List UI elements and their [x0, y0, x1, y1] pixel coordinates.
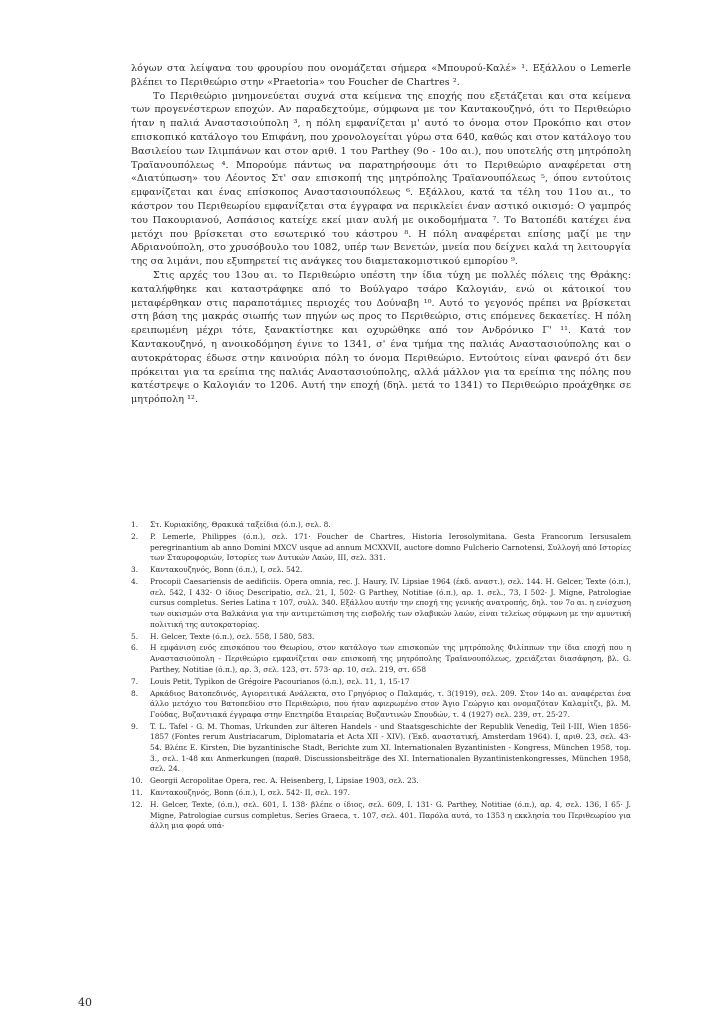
- footnote: [131, 577, 631, 630]
- footnote-number: 2.: [131, 531, 139, 541]
- paragraph-13th-century: Στις αρχές του 13ου αι. το Περιθεώριο υπέστη την ίδια τύχη με πολλές πόλεις της Θράκης: καταλήφθηκε και καταστράφηκε από το Βούλγαρο τσάρο Καλογιάν, ενώ οι κάτοικοί του μεταφέρθηκαν στις παραποτάμιες περιοχές του Δούναβη ¹⁰. Αυτό το γεγονός πρέπει να βρίσκεται στη βάση της μακράς σιωπής των πηγών ως προς το Περιθεώριο, στις επόμενες δεκαετίες. Η πόλη ερειπωμένη μέχρι τότε, ξανακτίστηκε και οχυρώθηκε από τον Ανδρόνικο Γ' ¹¹. Κατά τον Καντακουζηνό, η ανοικοδόμηση έγινε το 1341, σ' ένα τμήμα της παλιάς Αναστασιούπολης και ο αυτοκράτορας έδωσε στην καινούρια πόλη το όνομα Περιθεώριο. Εντούτοις είναι φανερό ότι δεν πρόκειται για τα ερείπια της παλιάς Αναστασιούπολης, αλλά μάλλον για τα ερείπια της πόλης που κατέστρεψε ο Καλογιάν το 1206. Αυτή την εποχή (δηλ. μετά το 1341) το Περιθεώριο προάχθηκε σε μητρόπολη ¹².: [131, 269, 631, 406]
- footnote-number: 7.: [131, 676, 139, 686]
- footnote: [131, 788, 631, 799]
- footnote: [131, 520, 631, 531]
- footnote-number: 10.: [131, 776, 143, 786]
- footnote: [131, 677, 631, 688]
- footnote-text: H. Gelcer, Texte (ό.π.), σελ. 558, Ι 580, 583.: [150, 631, 315, 641]
- page-number: 40: [78, 996, 92, 1009]
- footnote: [131, 776, 631, 787]
- footnote-number: 9.: [131, 721, 139, 731]
- paragraph-perithorio-mentions: Το Περιθεώριο μνημονεύεται συχνά στα κείμενα της εποχής που εξετάζεται και στα κείμενα των προγενέστερων εποχών. Αν παραδεχτούμε, σύμφωνα με τον Καντακουζηνό, ότι το Περιθεώριο ήταν η παλιά Αναστασιούπολη ³, η πόλη εμφανίζεται μ' αυτό το όνομα στον Προκόπιο και στον επισκοπικό κατάλογο του Επιφάνη, που χρονολογείται γύρω στα 640, καθώς και στον κατάλογο του Βασιλείου των Ιλιμπάνων και στον αριθ. 1 του Parthey (9ο - 10ο αι.), που υποτελής στη μητρόπολη Τραϊανουπόλεως ⁴. Μπορούμε πάντως να παρατηρήσουμε ότι το Περιθεώριο αναφέρεται στη «Διατύπωση» του Λέοντος Στ' σαν επισκοπή της μητρόπολης Τραϊανουπόλεως ⁵, όπου εντούτοις εμφανίζεται και ένας επίσκοπος Αναστασιουπόλεως ⁶. Εξάλλου, κατά τα τέλη του 11ου αι., το κάστρον του Περιθεωρίου εμφανίζεται στα έγγραφα να περικλείει έναν αστικό οικισμό: Ο γαμπρός του Πακουριανού, Ασπάσιος κατείχε εκεί μιαν αυλή με οικοδομήματα ⁷. Το Βατοπέδι κατέχει ένα μετόχι που βρίσκεται στο εσωτερικό του κάστρου ⁸. Η πόλη αναφέρεται επίσης μαζί με την Αδριανούπολη, στο χρυσόβουλο του 1082, υπέρ των Βενετών, μνεία που δείχνει καλά τη λειτουργία της σα λιμάνι, που εξυπηρετεί τις ανάγκες του διαμετακομιστικού εμπορίου ⁹.: [131, 90, 631, 268]
- footnote: [131, 532, 631, 564]
- footnote-text: Καντακουζηνός, Bonn (ό.π.), I, σελ. 542· II, σελ. 197.: [150, 788, 351, 798]
- footnote-text: Στ. Κυριακίδης, Θρακικά ταξείδια (ό.π.), σελ. 8.: [150, 520, 331, 529]
- footnote-number: 11.: [131, 788, 143, 798]
- footnote: [131, 722, 631, 775]
- footnote-number: 6.: [131, 643, 139, 653]
- footnote-number: 5.: [131, 631, 139, 641]
- footnote: [131, 565, 631, 576]
- footnote-number: 8.: [131, 688, 139, 698]
- footnote-text: P. Lemerle, Philippes (ό.π.), σελ. 171· Foucher de Chartres, Historia Ierosolymitana. Gesta Francorum Iersusalem peregrinantium ab anno Domini MXCV usque ad annum MCXXVII, auctore domno Fulcherio Carnotensi, Συλλογή από Ιστορίες των Σταυροφοριών, Ιστορίες των Δυτικών Λαών, ΙΙΙ, σελ. 331.: [150, 531, 631, 563]
- footnote-text: Procopii Caesariensis de aedificiis. Opera omnia, rec. J. Haury, IV. Lipsiae 1964 (έκδ. αναστ.), σελ. 144. H. Gelcer, Texte (ό.π.), σελ. 542, Ι 432· Ο ίδιος Descripatio, σελ. 21, Ι, 502· G Parthey, Notitiae (ό.π.), αρ. 1. σελ., 73, Ι 502· J. Migne, Patrologiae cursus completus. Series Latina τ 107, συλλ. 340. Εξάλλου αυτήν την εποχή της γενικής ανατροπής, δηλ. τον 7ο αι. η ενίσχυση των οικισμών στα Βαλκάνια για την αντιμετώπιση της εισβολής των σλαβικών λαών, είναι τελείως σύμφωνη με την αμυντική πολιτική της αυτοκρατορίας.: [150, 577, 631, 629]
- footnote: [131, 689, 631, 721]
- footnote: [131, 800, 631, 832]
- footnote-number: 12.: [131, 800, 143, 810]
- paragraph-continuation: λόγων στα λείψανα του φρουρίου που ονομάζεται σήμερα «Μπουρού-Καλέ» ¹. Εξάλλου ο Lemerle βλέπει το Περιθεώριο στην «Praetoria» του Foucher de Chartres ².: [131, 63, 631, 88]
- footnote-text: T. L. Tafel - G. M. Thomas, Urkunden zur älteren Handels - und Staatsgeschichte der Republik Venedig, Teil I-III, Wien 1856-1857 (Fontes rerum Austriacarum, Diplomataria et Acta XII - XIV). (Έκδ. αναστατική, Amsterdam 1964). Ι, αριθ. 23, σελ. 43-54. Βλέπε E. Kirsten, Die byzantinische Stadt, Berichte zum XI. Internationalen Byzantinisten - Kongress, München 1958, τομ. 3., σελ. 1-48 και Anmerkungen (παραθ. Discussionsbeiträge des XI. Internationalen Byzantinistenkongresses, München 1958, σελ. 24.: [150, 721, 631, 774]
- footnote-text: H. Gelcer, Texte, (ό.π.), σελ. 601, I. 138· βλέπε ο ίδιος, σελ. 609, I. 131· G. Parthey, Notitiae (ό.π.), αρ. 4, σελ. 136, Ι 65· J. Migne, Patrologiae cursus completus. Series Graeca, τ. 107, σελ. 401. Παρόλα αυτά, το 1353 η εκκλησία του Περιθεωρίου για άλλη μια φορά υπά-: [150, 800, 631, 831]
- footnote: [131, 643, 631, 675]
- footnote-number: 3.: [131, 565, 139, 575]
- main-text: [131, 62, 631, 407]
- footnotes: [131, 520, 631, 833]
- footnote: [131, 632, 631, 643]
- footnote-text: Louis Petit, Typikon de Grégoire Pacourianos (ό.π.), σελ. 11, 1, 15-17: [150, 676, 410, 686]
- footnote-text: Αρκάδιος Βατοπεδινός, Αγιορειτικά Ανάλεκτα, στο Γρηγόριος ο Παλαμάς, τ. 3(1919), σελ. 209. Στον 14ο αι. αναφέρεται ένα άλλο μετόχιο του Βατοπεδίου στο Περιθεώριο, που ήταν αφιερωμένο στον Άγιο Γεώργιο και ονομαζόταν Καλαμίτζι, βλ. Μ. Γούδας, Βυζαντιακά έγγραφα στην Επετηρίδα Εταιρείας Βυζαντινών Σπουδών, τ. 4 (1927) σελ. 239, στ. 25-27.: [150, 688, 631, 719]
- footnote-text: Η εμφάνιση ενός επισκόπου του Θεωρίου, στον κατάλογο των επισκοπών της μητρόπολης Φιλίππων την ίδια εποχή που η Αναστασιούπολη - Περιθεώριο εμφανίζεται σαν επισκοπή της μητρόπολης Τραϊανουπόλεως, χρειάζεται διασάφηση, βλ. G. Parthey, Notitiae (ό.π.), αρ. 3, σελ. 123, στ. 573· αρ. 10, σελ. 219, στ. 658: [150, 643, 631, 674]
- footnote-number: 4.: [131, 577, 139, 587]
- footnote-text: Georgii Acropolitae Opera, rec. A. Heisenberg, I, Lipsiae 1903, σελ. 23.: [150, 776, 419, 786]
- footnote-text: Καντακουζηνός, Bonn (ό.π.), Ι, σελ. 542.: [150, 565, 303, 575]
- footnote-number: 1.: [131, 520, 139, 529]
